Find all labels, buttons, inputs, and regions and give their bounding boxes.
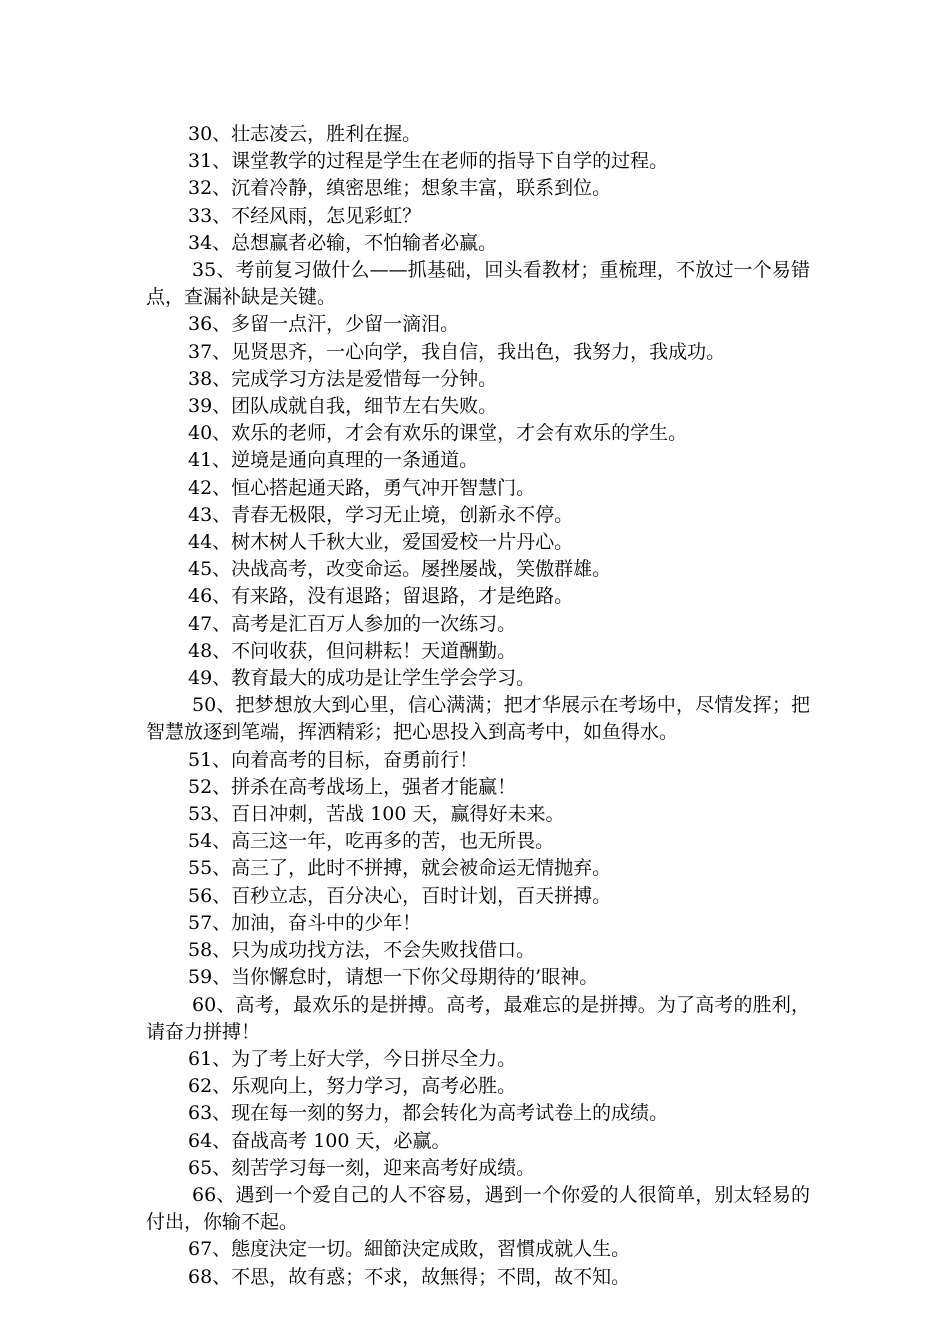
list-item: 64、奋战高考 100 天，必赢。 <box>188 1129 451 1152</box>
list-item: 59、当你懈怠时，请想一下你父母期待的’眼神。 <box>188 966 599 989</box>
list-item: 43、青春无极限，学习无止境，创新永不停。 <box>188 503 574 526</box>
list-item: 58、只为成功找方法，不会失败找借口。 <box>188 939 536 962</box>
list-item: 32、沉着冷静，缜密思维；想象丰富，联系到位。 <box>188 177 612 200</box>
list-item: 49、教育最大的成功是让学生学会学习。 <box>188 667 536 690</box>
quote-list <box>146 121 810 1291</box>
list-item: 30、壮志凌云，胜利在握。 <box>188 123 422 145</box>
list-item: 37、见贤思齐，一心向学，我自信，我出色，我努力，我成功。 <box>188 340 726 363</box>
list-item: 55、高三了，此时不拼搏，就会被命运无情抛弃。 <box>188 857 612 880</box>
list-item: 53、百日冲刺，苦战 100 天，赢得好未来。 <box>188 803 565 826</box>
list-item: 62、乐观向上，努力学习，高考必胜。 <box>188 1075 517 1098</box>
list-item: 47、高考是汇百万人参加的一次练习。 <box>188 612 517 635</box>
list-item: 67、態度決定一切。細節決定成敗，習慣成就人生。 <box>188 1238 631 1261</box>
list-item: 52、拼杀在高考战场上，强者才能赢！ <box>188 775 517 798</box>
list-item: 57、加油，奋斗中的少年！ <box>188 911 422 934</box>
list-item: 36、多留一点汗，少留一滴泪。 <box>188 313 460 336</box>
list-item: 34、总想赢者必输，不怕输者必赢。 <box>188 231 498 254</box>
list-item: 51、向着高考的目标，奋勇前行！ <box>188 748 479 771</box>
list-item: 42、恒心搭起通天路，勇气冲开智慧门。 <box>188 476 536 499</box>
list-item: 68、不思，故有惑；不求，故無得；不問，故不知。 <box>188 1265 631 1288</box>
list-item: 54、高三这一年，吃再多的苦，也无所畏。 <box>188 830 555 853</box>
list-item: 35、考前复习做什么——抓基础，回头看教材；重梳理，不放过一个易错点，查漏补缺是关键。 <box>146 259 810 309</box>
list-item: 48、不问收获，但问耕耘！天道酬勤。 <box>188 639 517 662</box>
list-item: 33、不经风雨，怎见彩虹？ <box>188 204 422 227</box>
list-item: 56、百秒立志，百分决心，百时计划，百天拼搏。 <box>188 884 612 907</box>
list-item: 61、为了考上好大学，今日拼尽全力。 <box>188 1047 517 1070</box>
list-item: 65、刻苦学习每一刻，迎来高考好成绩。 <box>188 1156 536 1179</box>
list-item: 39、团队成就自我，细节左右失败。 <box>188 395 498 418</box>
list-item: 63、现在每一刻的努力，都会转化为高考试卷上的成绩。 <box>188 1102 669 1125</box>
list-item: 44、树木树人千秋大业，爱国爱校一片丹心。 <box>188 531 574 554</box>
list-item: 50、把梦想放大到心里，信心满满；把才华展示在考场中，尽情发挥；把智慧放逐到笔端，挥洒精彩；把心思投入到高考中，如鱼得水。 <box>146 694 810 744</box>
list-item: 45、决战高考，改变命运。屡挫屡战，笑傲群雄。 <box>188 558 612 581</box>
list-item: 46、有来路，没有退路；留退路，才是绝路。 <box>188 585 574 608</box>
list-item: 40、欢乐的老师，才会有欢乐的课堂，才会有欢乐的学生。 <box>188 422 688 445</box>
list-item: 38、完成学习方法是爱惜每一分钟。 <box>188 367 498 390</box>
list-item: 31、课堂教学的过程是学生在老师的指导下自学的过程。 <box>188 150 669 173</box>
list-item: 41、逆境是通向真理的一条通道。 <box>188 449 479 472</box>
list-item: 66、遇到一个爱自己的人不容易，遇到一个你爱的人很简单，别太轻易的付出，你输不起。 <box>146 1183 810 1234</box>
list-item: 60、高考，最欢乐的是拼搏。高考，最难忘的是拼搏。为了高考的胜利，请奋力拼搏！ <box>146 993 810 1043</box>
